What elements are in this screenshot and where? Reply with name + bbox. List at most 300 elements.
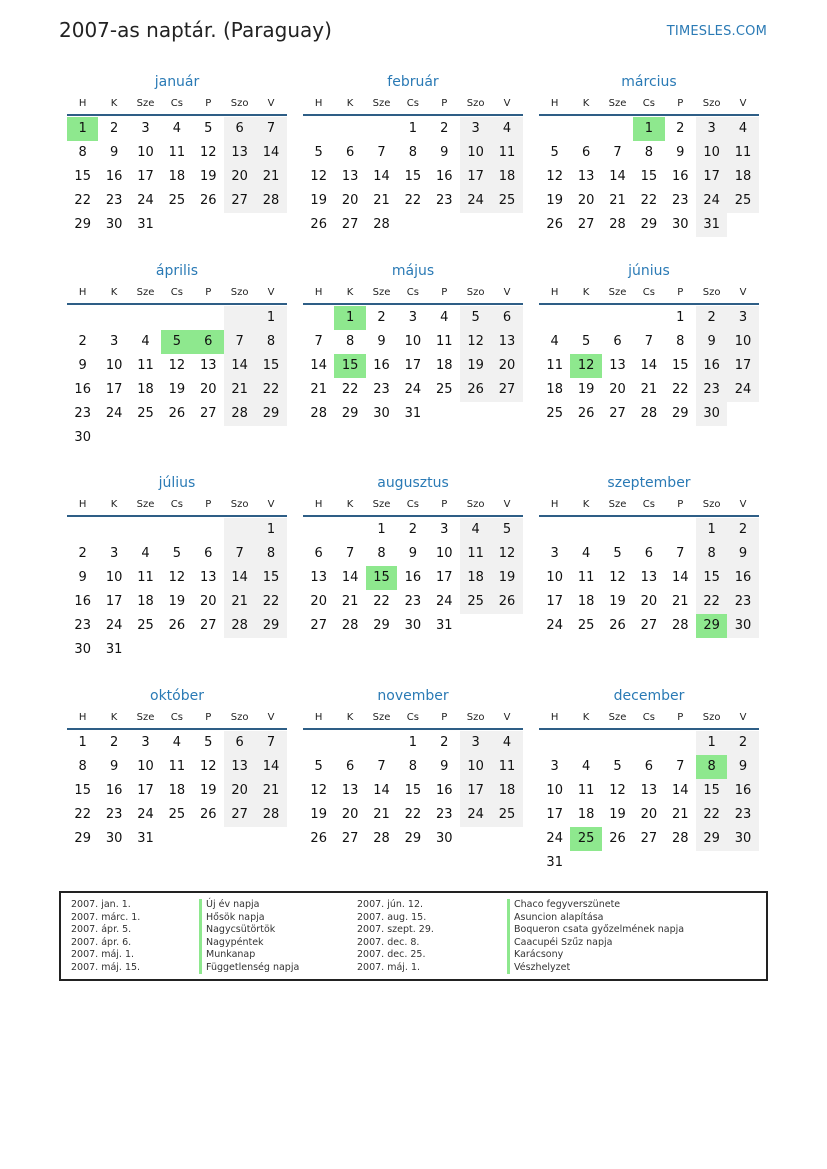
day-cell: 20 (224, 779, 255, 803)
day-cell: 25 (137, 406, 154, 421)
day-cell: 26 (460, 378, 491, 402)
day-cell: 26 (310, 831, 327, 846)
day-cell: 5 (172, 546, 181, 561)
weekday-label: Sze (372, 97, 391, 109)
header-rule (539, 303, 759, 305)
day-cell: 14 (341, 570, 359, 585)
empty-cell (161, 306, 192, 330)
day-cell: 28 (255, 189, 286, 213)
empty-cell (633, 731, 664, 755)
day-cell: 18 (727, 165, 758, 189)
day-cell: 10 (435, 546, 453, 561)
weekday-header (539, 281, 759, 303)
day-cell: 11 (435, 334, 453, 349)
day-cell: 27 (491, 378, 522, 402)
legend-holiday-name: Chaco fegyverszünete (507, 899, 684, 912)
day-cell: 17 (137, 169, 154, 184)
day-cell: 22 (74, 807, 91, 822)
weekday-label: Sze (372, 498, 391, 510)
month-name: február (387, 74, 439, 90)
weekday-label: H (550, 498, 559, 510)
day-cell: 12 (570, 354, 601, 378)
day-cell: 30 (105, 831, 123, 846)
day-cell: 29 (404, 831, 422, 846)
empty-cell (570, 518, 601, 542)
day-cell: 9 (676, 145, 685, 160)
day-cell: 17 (435, 570, 453, 585)
day-cell: 21 (341, 594, 359, 609)
day-cell: 17 (727, 354, 758, 378)
month-12 (539, 686, 759, 875)
day-cell: 7 (224, 330, 255, 354)
day-cell: 29 (255, 402, 286, 426)
day-cell: 4 (141, 334, 150, 349)
day-cell: 23 (727, 590, 758, 614)
day-cell: 31 (435, 618, 453, 633)
day-cell: 10 (727, 330, 758, 354)
day-cell: 18 (168, 169, 186, 184)
day-cell: 9 (78, 570, 87, 585)
day-cell: 16 (727, 566, 758, 590)
day-cell: 12 (609, 783, 626, 798)
day-cell: 16 (435, 169, 453, 184)
day-cell: 17 (404, 358, 422, 373)
day-cell: 10 (460, 755, 491, 779)
day-cell: 19 (168, 594, 186, 609)
empty-cell (539, 117, 570, 141)
day-cell: 25 (168, 193, 186, 208)
legend-names-left (199, 899, 299, 974)
empty-cell (602, 306, 633, 330)
legend-holiday-name: Nagycsütörtök (199, 924, 299, 937)
day-cell: 23 (404, 594, 422, 609)
weekday-header (67, 281, 287, 303)
day-cell: 18 (577, 807, 595, 822)
day-cell: 31 (696, 213, 727, 237)
weekday-header (539, 706, 759, 728)
legend-date: 2007. szept. 29. (357, 924, 434, 935)
day-cell: 9 (377, 334, 386, 349)
day-cell: 19 (199, 783, 217, 798)
day-cell: 10 (546, 570, 563, 585)
month-name: június (628, 263, 670, 279)
day-cell: 8 (408, 759, 417, 774)
weekday-label: V (267, 97, 275, 109)
day-cell: 28 (341, 618, 359, 633)
day-cell: 7 (377, 759, 386, 774)
day-cell: 28 (255, 803, 286, 827)
weekday-header (303, 281, 523, 303)
legend-holiday-name: Új év napja (199, 899, 299, 912)
day-cell: 22 (671, 382, 689, 397)
day-cell: 13 (609, 358, 626, 373)
weekday-label: K (346, 498, 354, 510)
day-cell: 15 (74, 783, 91, 798)
empty-cell (224, 518, 255, 542)
day-cell: 29 (696, 827, 727, 851)
day-cell: 5 (550, 145, 559, 160)
day-cell: 31 (137, 217, 154, 232)
day-cell: 18 (435, 358, 453, 373)
day-cell: 29 (74, 217, 91, 232)
day-cell: 8 (345, 334, 355, 349)
empty-cell (334, 731, 365, 755)
weekday-label: V (503, 711, 511, 723)
day-cell: 4 (581, 759, 591, 774)
day-cell: 14 (255, 755, 286, 779)
day-cell: 18 (491, 165, 522, 189)
day-cell: 1 (408, 735, 417, 750)
day-cell: 3 (727, 306, 758, 330)
day-cell: 6 (204, 546, 213, 561)
day-cell: 17 (137, 783, 154, 798)
weekday-label: Cs (170, 498, 183, 510)
day-cell: 15 (696, 566, 727, 590)
weekday-label: V (267, 286, 275, 298)
day-cell: 27 (224, 189, 255, 213)
day-cell: 12 (310, 783, 327, 798)
day-cell: 9 (78, 358, 87, 373)
weekday-label: H (78, 97, 87, 109)
empty-cell (224, 306, 255, 330)
day-cell: 15 (366, 566, 397, 590)
day-cell: 7 (345, 546, 355, 561)
weekday-label: K (346, 286, 354, 298)
day-cell: 3 (440, 522, 449, 537)
day-cell: 4 (172, 735, 181, 750)
day-cell: 15 (671, 358, 689, 373)
day-cell: 20 (199, 382, 217, 397)
day-cell: 23 (435, 193, 453, 208)
day-cell: 20 (640, 807, 658, 822)
day-cell: 4 (491, 731, 522, 755)
day-cell: 4 (460, 518, 491, 542)
empty-cell (130, 306, 161, 330)
header-rule (67, 728, 287, 730)
day-cell: 18 (137, 382, 154, 397)
day-cell: 6 (644, 546, 653, 561)
day-cell: 27 (640, 618, 658, 633)
day-cell: 9 (727, 755, 758, 779)
day-cell: 22 (696, 590, 727, 614)
empty-cell (334, 117, 365, 141)
day-cell: 24 (137, 807, 154, 822)
day-cell: 23 (105, 807, 123, 822)
day-cell: 17 (105, 382, 123, 397)
weekday-label: H (78, 286, 87, 298)
day-cell: 2 (377, 310, 386, 325)
weekday-label: V (739, 498, 747, 510)
header-rule (303, 114, 523, 116)
day-cell: 13 (224, 141, 255, 165)
day-cell: 5 (204, 121, 213, 136)
day-cell: 6 (314, 546, 323, 561)
day-grid (303, 518, 523, 638)
day-cell: 5 (581, 334, 591, 349)
day-cell: 4 (727, 117, 758, 141)
day-grid (67, 518, 287, 662)
weekday-label: H (314, 286, 323, 298)
month-name: március (621, 74, 677, 90)
day-cell: 17 (460, 779, 491, 803)
day-cell: 18 (546, 382, 563, 397)
weekday-header (67, 493, 287, 515)
day-cell: 9 (727, 542, 758, 566)
day-cell: 25 (546, 406, 563, 421)
day-cell: 10 (105, 358, 123, 373)
day-cell: 28 (224, 402, 255, 426)
empty-cell (366, 117, 397, 141)
day-cell: 8 (408, 145, 417, 160)
day-cell: 16 (105, 783, 123, 798)
day-cell: 5 (314, 145, 323, 160)
weekday-label: V (739, 286, 747, 298)
day-cell: 11 (460, 542, 491, 566)
day-cell: 23 (435, 807, 453, 822)
day-cell: 20 (577, 193, 595, 208)
month-9 (539, 473, 759, 638)
legend-date: 2007. máj. 15. (71, 961, 141, 973)
weekday-label: P (205, 498, 212, 510)
day-cell: 22 (404, 807, 422, 822)
day-cell: 19 (310, 807, 327, 822)
day-grid (67, 306, 287, 450)
empty-cell (130, 518, 161, 542)
day-cell: 10 (460, 141, 491, 165)
day-cell: 11 (491, 755, 522, 779)
empty-cell (633, 518, 664, 542)
empty-cell (334, 518, 365, 542)
day-cell: 3 (109, 546, 119, 561)
empty-cell (665, 731, 696, 755)
day-cell: 24 (696, 189, 727, 213)
empty-cell (602, 117, 633, 141)
day-cell: 25 (577, 618, 595, 633)
weekday-header (67, 706, 287, 728)
day-cell: 13 (640, 570, 658, 585)
day-cell: 22 (74, 193, 91, 208)
weekday-header (539, 92, 759, 114)
day-cell: 30 (373, 406, 390, 421)
weekday-label: Szo (230, 498, 249, 510)
day-cell: 27 (341, 217, 359, 232)
month-name: szeptember (607, 475, 691, 491)
header-rule (67, 515, 287, 517)
day-cell: 23 (671, 193, 689, 208)
weekday-label: Sze (608, 711, 627, 723)
day-cell: 6 (224, 731, 255, 755)
empty-cell (665, 518, 696, 542)
day-cell: 14 (373, 169, 390, 184)
day-cell: 4 (172, 121, 181, 136)
day-cell: 10 (137, 759, 154, 774)
day-cell: 18 (137, 594, 154, 609)
weekday-label: H (550, 97, 559, 109)
day-cell: 13 (310, 570, 327, 585)
day-cell: 22 (255, 590, 286, 614)
day-cell: 13 (341, 169, 359, 184)
day-cell: 30 (727, 614, 758, 638)
day-cell: 28 (373, 217, 390, 232)
day-cell: 23 (74, 618, 91, 633)
day-cell: 14 (671, 570, 689, 585)
day-cell: 18 (577, 594, 595, 609)
day-cell: 15 (74, 169, 91, 184)
day-cell: 27 (310, 618, 327, 633)
day-cell: 21 (310, 382, 327, 397)
day-cell: 21 (373, 193, 390, 208)
day-cell: 20 (341, 193, 359, 208)
weekday-label: Szo (466, 711, 485, 723)
day-grid (303, 731, 523, 851)
day-grid (303, 306, 523, 426)
day-cell: 22 (373, 594, 390, 609)
legend-date: 2007. dec. 25. (357, 949, 426, 960)
day-grid (67, 731, 287, 851)
day-cell: 8 (78, 145, 87, 160)
weekday-label: Szo (702, 97, 721, 109)
weekday-label: K (346, 97, 354, 109)
empty-cell (67, 518, 98, 542)
weekday-label: H (314, 498, 323, 510)
day-cell: 6 (345, 759, 355, 774)
day-cell: 6 (613, 334, 622, 349)
empty-cell (539, 306, 570, 330)
day-cell: 11 (168, 145, 186, 160)
month-1 (67, 72, 287, 237)
day-cell: 13 (640, 783, 658, 798)
day-cell: 12 (199, 145, 217, 160)
day-cell: 13 (199, 570, 217, 585)
empty-cell (67, 306, 98, 330)
day-cell: 3 (109, 334, 119, 349)
weekday-label: Cs (406, 498, 419, 510)
day-cell: 31 (137, 831, 154, 846)
weekday-label: K (110, 498, 118, 510)
weekday-label: V (739, 711, 747, 723)
day-cell: 26 (168, 618, 186, 633)
header-rule (303, 728, 523, 730)
day-cell: 2 (696, 306, 727, 330)
day-cell: 19 (460, 354, 491, 378)
weekday-label: P (677, 498, 684, 510)
day-cell: 24 (105, 406, 123, 421)
day-cell: 29 (373, 618, 390, 633)
day-cell: 15 (404, 169, 422, 184)
day-cell: 16 (105, 169, 123, 184)
weekday-label: Cs (406, 711, 419, 723)
empty-cell (98, 306, 129, 330)
day-cell: 11 (137, 358, 154, 373)
day-cell: 26 (168, 406, 186, 421)
weekday-header (303, 493, 523, 515)
weekday-label: K (582, 711, 590, 723)
day-cell: 30 (74, 642, 91, 657)
day-cell: 20 (224, 165, 255, 189)
day-cell: 2 (78, 334, 87, 349)
day-cell: 7 (377, 145, 386, 160)
day-cell: 1 (67, 117, 98, 141)
legend-holiday-name: Nagypéntek (199, 937, 299, 950)
weekday-label: V (739, 97, 747, 109)
day-cell: 27 (341, 831, 359, 846)
day-cell: 15 (334, 354, 365, 378)
month-4 (67, 261, 287, 450)
day-cell: 17 (105, 594, 123, 609)
weekday-label: Sze (372, 286, 391, 298)
day-cell: 7 (644, 334, 653, 349)
day-cell: 25 (491, 189, 522, 213)
day-cell: 25 (168, 807, 186, 822)
legend-dates-left (71, 899, 140, 974)
day-cell: 23 (74, 406, 91, 421)
day-cell: 2 (109, 735, 119, 750)
day-grid (539, 518, 759, 638)
weekday-label: K (110, 286, 118, 298)
weekday-label: Sze (136, 498, 155, 510)
day-cell: 19 (609, 807, 626, 822)
day-cell: 15 (404, 783, 422, 798)
day-cell: 12 (491, 542, 522, 566)
day-cell: 14 (224, 354, 255, 378)
weekday-label: Szo (466, 498, 485, 510)
day-cell: 12 (168, 570, 186, 585)
empty-cell (539, 731, 570, 755)
day-cell: 5 (314, 759, 323, 774)
day-cell: 6 (193, 330, 224, 354)
day-cell: 6 (491, 306, 522, 330)
day-cell: 17 (546, 594, 563, 609)
empty-cell (570, 117, 601, 141)
day-cell: 2 (727, 518, 758, 542)
day-cell: 16 (373, 358, 390, 373)
month-name: augusztus (377, 475, 449, 491)
day-cell: 19 (546, 193, 563, 208)
day-cell: 27 (609, 406, 626, 421)
day-cell: 22 (404, 193, 422, 208)
day-cell: 1 (676, 310, 685, 325)
weekday-label: P (677, 711, 684, 723)
day-cell: 31 (404, 406, 422, 421)
weekday-label: Sze (608, 97, 627, 109)
weekday-label: P (441, 498, 448, 510)
day-cell: 5 (613, 759, 622, 774)
day-cell: 20 (640, 594, 658, 609)
day-cell: 26 (609, 831, 626, 846)
empty-cell (570, 731, 601, 755)
day-cell: 21 (224, 378, 255, 402)
day-cell: 7 (224, 542, 255, 566)
day-cell: 14 (255, 141, 286, 165)
weekday-label: Szo (466, 286, 485, 298)
day-cell: 7 (314, 334, 323, 349)
day-cell: 13 (224, 755, 255, 779)
weekday-label: V (267, 498, 275, 510)
day-cell: 25 (435, 382, 453, 397)
weekday-header (67, 92, 287, 114)
day-cell: 8 (676, 334, 685, 349)
day-cell: 3 (460, 731, 491, 755)
weekday-label: V (503, 286, 511, 298)
day-cell: 2 (109, 121, 119, 136)
day-cell: 14 (671, 783, 689, 798)
day-cell: 18 (491, 779, 522, 803)
day-cell: 2 (78, 546, 87, 561)
day-cell: 10 (137, 145, 154, 160)
day-cell: 30 (671, 217, 689, 232)
weekday-label: Cs (642, 286, 655, 298)
site-link[interactable]: TIMESLES.COM (666, 24, 767, 39)
